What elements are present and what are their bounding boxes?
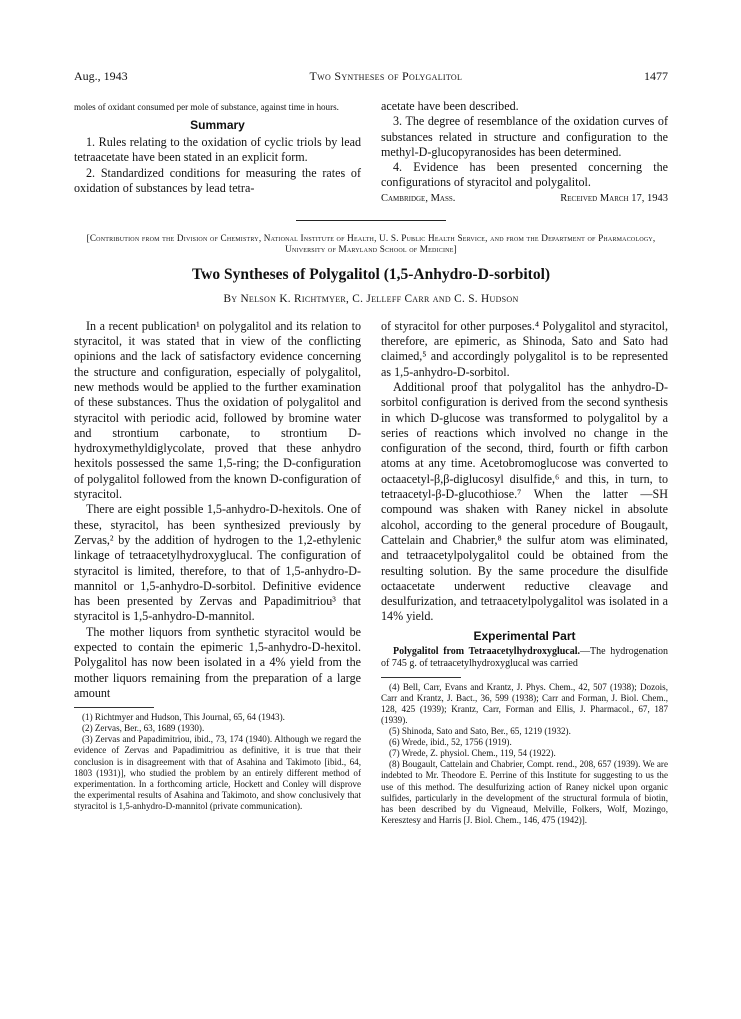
footnote: (1) Richtmyer and Hudson, This Journal, 65, 64 (1943). xyxy=(82,712,285,723)
summary-item: 3. The degree of resemblance of the oxidation curves of substances related in structure and configuration to the methyl-D-glucopyranosides has been determined. xyxy=(381,114,668,159)
footnote: (7) Wrede, Z. physiol. Chem., 119, 54 (1922). xyxy=(389,748,556,759)
footnote: (8) Bougault, Cattelain and Chabrier, Compt. rend., 208, 657 (1939). We are indebted to Mr. Theodore E. Perrine of this Institute for suggesting to us the use of this method. The desulfurizing action of Raney nickel upon organic sulfides, particularly in the development of the structural formula of biotin, has been described by du Vigneaud, Melville, Folkers, Wolf, Mozingo, Keresztesy and Harris [J. Biol. Chem., 146, 475 (1942)]. xyxy=(381,759,668,825)
summary-continuation: acetate have been described. xyxy=(381,99,519,113)
article-authors: By Nelson K. Richtmyer, C. Jelleff Carr and C. S. Hudson xyxy=(223,292,519,305)
experimental-text: —The hydrogenation of 745 g. of tetraacetylhydroxyglucal was carried xyxy=(381,645,668,670)
running-header xyxy=(74,68,668,84)
previous-article-text: moles of oxidant consumed per mole of substance, against time in hours. xyxy=(74,102,339,112)
footnote: (4) Bell, Carr, Evans and Krantz, J. Phys. Chem., 42, 507 (1938); Dozois, Carr and Krantz, J. Bact., 36, 599 (1938); Carr and Forman, J. Biol. Chem., 128, 425 (1939); Krantz, Carr, Forman and Ellis, J. Pharmacol., 67, 187 (1939). xyxy=(381,681,668,725)
header-date: Aug., 1943 xyxy=(74,68,128,83)
footnotes-left xyxy=(74,712,361,812)
experimental-paragraph xyxy=(381,646,668,671)
summary-section xyxy=(74,99,668,206)
footnote: (3) Zervas and Papadimitriou, ibid., 73, 174 (1940). Although we regard the evidence of Zervas and Papadimitriou as definitive, it is true that their conclusion is in disagreement with that of Asahina and Takimoto [ibid., 64, 1803 (1931)], who studied the problem by an entirely different method of experimentation. In a forthcoming article, Hockett and Conley will disprove the experimental results of Asahina and Takimoto, and show conclusively that styracitol is 1,5-anhydro-D-mannitol (private communication). xyxy=(74,734,361,811)
summary-item: 4. Evidence has been presented concerning the configurations of styracitol and polygalitol. xyxy=(381,160,668,190)
summary-heading: Summary xyxy=(190,118,245,133)
experimental-subhead: Polygalitol from Tetraacetylhydroxyglucal. xyxy=(393,645,581,657)
summary-item: 2. Standardized conditions for measuring the rates of oxidation of substances by lead tetra- xyxy=(74,165,361,195)
body-paragraph: of styracitol for other purposes.⁴ Polygalitol and styracitol, therefore, are epimeric, as Shinoda, Sato and Sato had claimed,⁵ and accordingly polygalitol is to be represented as 1,5-anhydro-D-sorbitol. xyxy=(381,318,668,379)
section-divider xyxy=(296,220,446,221)
place-received-line xyxy=(381,191,668,206)
contribution-note: [Contribution from the Division of Chemistry, National Institute of Health, U. S. Public Health Service, and from the Department of Pharmacology, University of Maryland School of Medicine] xyxy=(86,232,656,255)
article-body xyxy=(74,319,668,826)
footnote: (5) Shinoda, Sato and Sato, Ber., 65, 1219 (1932). xyxy=(389,726,571,737)
right-column xyxy=(381,319,668,826)
left-column xyxy=(74,319,361,826)
footnotes-right xyxy=(381,682,668,826)
footnote-rule xyxy=(74,707,154,708)
body-paragraph: There are eight possible 1,5-anhydro-D-hexitols. One of these, styracitol, has been synthesized previously by Zervas,² by the addition of hydrogen to the 1,2-ethylenic linkage of tetraacetylhydroxyglucal. The configuration of styracitol is limited, therefore, to that of 1,5-anhydro-D-mannitol or 1,5-anhydro-D-sorbitol. Definitive evidence has been presented by Zervas and Papadimitriou³ that styracitol is 1,5-anhydro-D-mannitol. xyxy=(74,502,361,624)
page-number: 1477 xyxy=(643,68,668,83)
place: Cambridge, Mass. xyxy=(381,192,456,204)
body-paragraph: Additional proof that polygalitol has the anhydro-D-sorbitol configuration is derived from the second synthesis in which D-glucose was transformed to polygalitol by a series of reactions which involved no change in the configuration of the second, third, fourth or fifth carbon atoms at any time. Acetobromoglucose was converted to octaacetyl-β,β-diglucosyl disulfide,⁶ and this, in turn, to tetraacetyl-β-D-glucothiose.⁷ When the latter —SH compound was shaken with Raney nickel in absolute alcohol, according to the general procedure of Bougault, Cattelain and Chabrier,⁸ the sulfur atom was eliminated, and tetraacetylpolygalitol could be obtained from the resulting solution. By the same procedure the disulfide octaacetate underwent reductive cleavage and desulfurization, and tetraacetylpolygalitol was isolated in a 14% yield. xyxy=(381,379,668,624)
footnote-rule xyxy=(381,677,461,678)
summary-item: 1. Rules relating to the oxidation of cyclic triols by lead tetraacetate have been stated in an explicit form. xyxy=(74,135,361,165)
received-date: Received March 17, 1943 xyxy=(560,192,668,204)
body-paragraph: The mother liquors from synthetic styracitol would be expected to contain the epimeric 1,5-anhydro-D-hexitol. Polygalitol has now been isolated in a 4% yield from the mother liquors remaining from the preparation of a large amount xyxy=(74,624,361,700)
article-title: Two Syntheses of Polygalitol (1,5-Anhydro-D-sorbitol) xyxy=(191,265,551,283)
footnote: (2) Zervas, Ber., 63, 1689 (1930). xyxy=(82,723,205,734)
experimental-heading: Experimental Part xyxy=(473,628,576,643)
journal-page xyxy=(74,68,668,826)
header-title: Two Syntheses of Polygalitol xyxy=(309,68,463,83)
footnote: (6) Wrede, ibid., 52, 1756 (1919). xyxy=(389,737,512,748)
body-paragraph: In a recent publication¹ on polygalitol and its relation to styracitol, it was stated that in view of the conflicting opinions and the lack of satisfactory evidence concerning the structure and configuration, especially of polygalitol, new methods would be applied to the further examination of these substances. Thus the oxidation of polygalitol and styracitol with periodic acid, followed by bromine water and strontium carbonate, to strontium D-hydroxymethyldiglycolate, proved that these anhydro hexitols possessed the same 1,5-ring; the D-configuration of polygalitol followed from the known D-configuration of styracitol. xyxy=(74,318,361,502)
